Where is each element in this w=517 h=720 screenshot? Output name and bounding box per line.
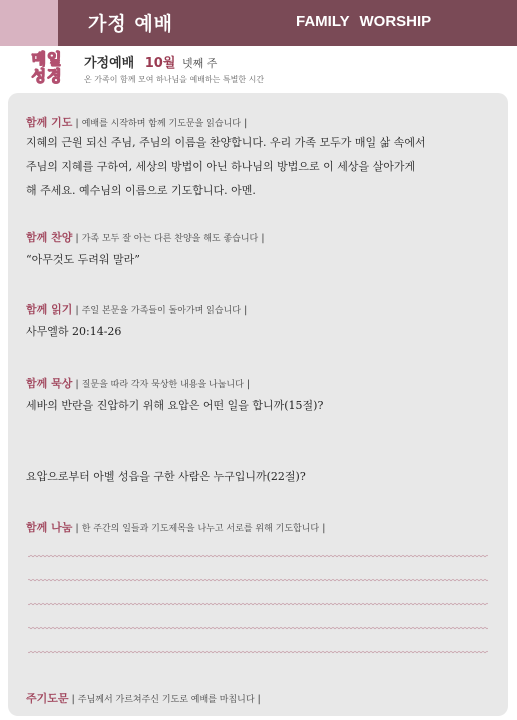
writing-line[interactable] [28,577,488,583]
section-desc-prayer: 예배를 시작하며 함께 기도문을 읽습니다 [81,119,241,129]
divider-bar: | [257,694,261,705]
page-header [0,0,517,46]
logo-line-2: 성경 [31,67,63,85]
divider-bar: | [261,233,265,244]
section-header-prayer [26,111,250,130]
section-desc-reading: 주일 본문을 가족들이 돌아가며 읽습니다 [81,306,241,316]
worship-subtitle [84,52,217,71]
meditation-question-2: 요압으로부터 아벨 성읍을 구한 사람은 누구입니까(22절)? [26,470,306,483]
subtitle-description: 온 가족이 함께 모여 하나님을 예배하는 특별한 시간 [84,75,265,84]
section-header-meditation [26,372,253,391]
divider-bar: | [246,379,251,390]
section-header-benediction [26,687,264,706]
divider-bar: | [75,118,79,129]
divider-bar: | [75,305,79,316]
daily-bible-logo [24,49,70,87]
divider-bar: | [75,379,79,390]
prayer-text [26,131,426,203]
section-desc-benediction: 주님께서 가르쳐주신 기도로 예배를 마칩니다 [77,695,255,705]
subtitle-week: 넷째 주 [181,57,218,70]
prayer-line-1: 지혜의 근원 되신 주님, 주님의 이름을 찬양합니다. 우리 가족 모두가 매일 삶 속에서 [26,136,426,149]
scripture-reference: 사무엘하 20:14-26 [26,325,122,338]
writing-line[interactable] [28,553,488,559]
writing-line[interactable] [28,625,488,631]
section-label-reading: 함께 읽기 [26,303,73,316]
prayer-line-3: 해 주세요. 예수님의 이름으로 기도합니다. 아멘. [26,184,256,197]
header-title-korean: 가정 예배 [88,13,174,35]
subtitle-month: 10월 [144,56,176,71]
section-header-reading [26,298,250,317]
divider-bar: | [243,305,248,316]
header-accent-block [0,0,58,46]
section-desc-praise: 가족 모두 잘 아는 다른 찬양을 해도 좋습니다 [81,234,259,244]
divider-bar: | [322,523,326,534]
writing-line[interactable] [28,649,488,655]
logo-line-1: 매일 [31,50,63,68]
subtitle-label: 가정예배 [84,56,135,71]
praise-song-title: “아무것도 두려워 말라” [26,253,140,266]
section-header-sharing [26,516,328,535]
header-title-english: FAMILY WORSHIP [296,13,432,30]
section-label-prayer: 함께 기도 [26,116,73,129]
section-label-sharing: 함께 나눔 [26,521,73,534]
section-label-praise: 함께 찬양 [26,231,73,244]
section-desc-sharing: 한 주간의 일들과 기도제목을 나누고 서로를 위해 기도합니다 [81,524,320,534]
section-label-meditation: 함께 묵상 [26,377,73,390]
divider-bar: | [75,233,79,244]
divider-bar: | [75,523,79,534]
meditation-question-1: 세바의 반란을 진압하기 위해 요압은 어떤 일을 합니까(15절)? [26,399,324,412]
writing-line[interactable] [28,601,488,607]
section-desc-meditation: 질문을 따라 각자 묵상한 내용을 나눕니다 [81,380,244,390]
section-label-benediction: 주기도문 [26,692,69,705]
prayer-line-2: 주님의 지혜를 구하여, 세상의 방법이 아닌 하나님의 방법으로 이 세상을 살아가게 [26,160,416,173]
divider-bar: | [71,694,75,705]
section-header-praise [26,226,268,245]
divider-bar: | [243,118,248,129]
